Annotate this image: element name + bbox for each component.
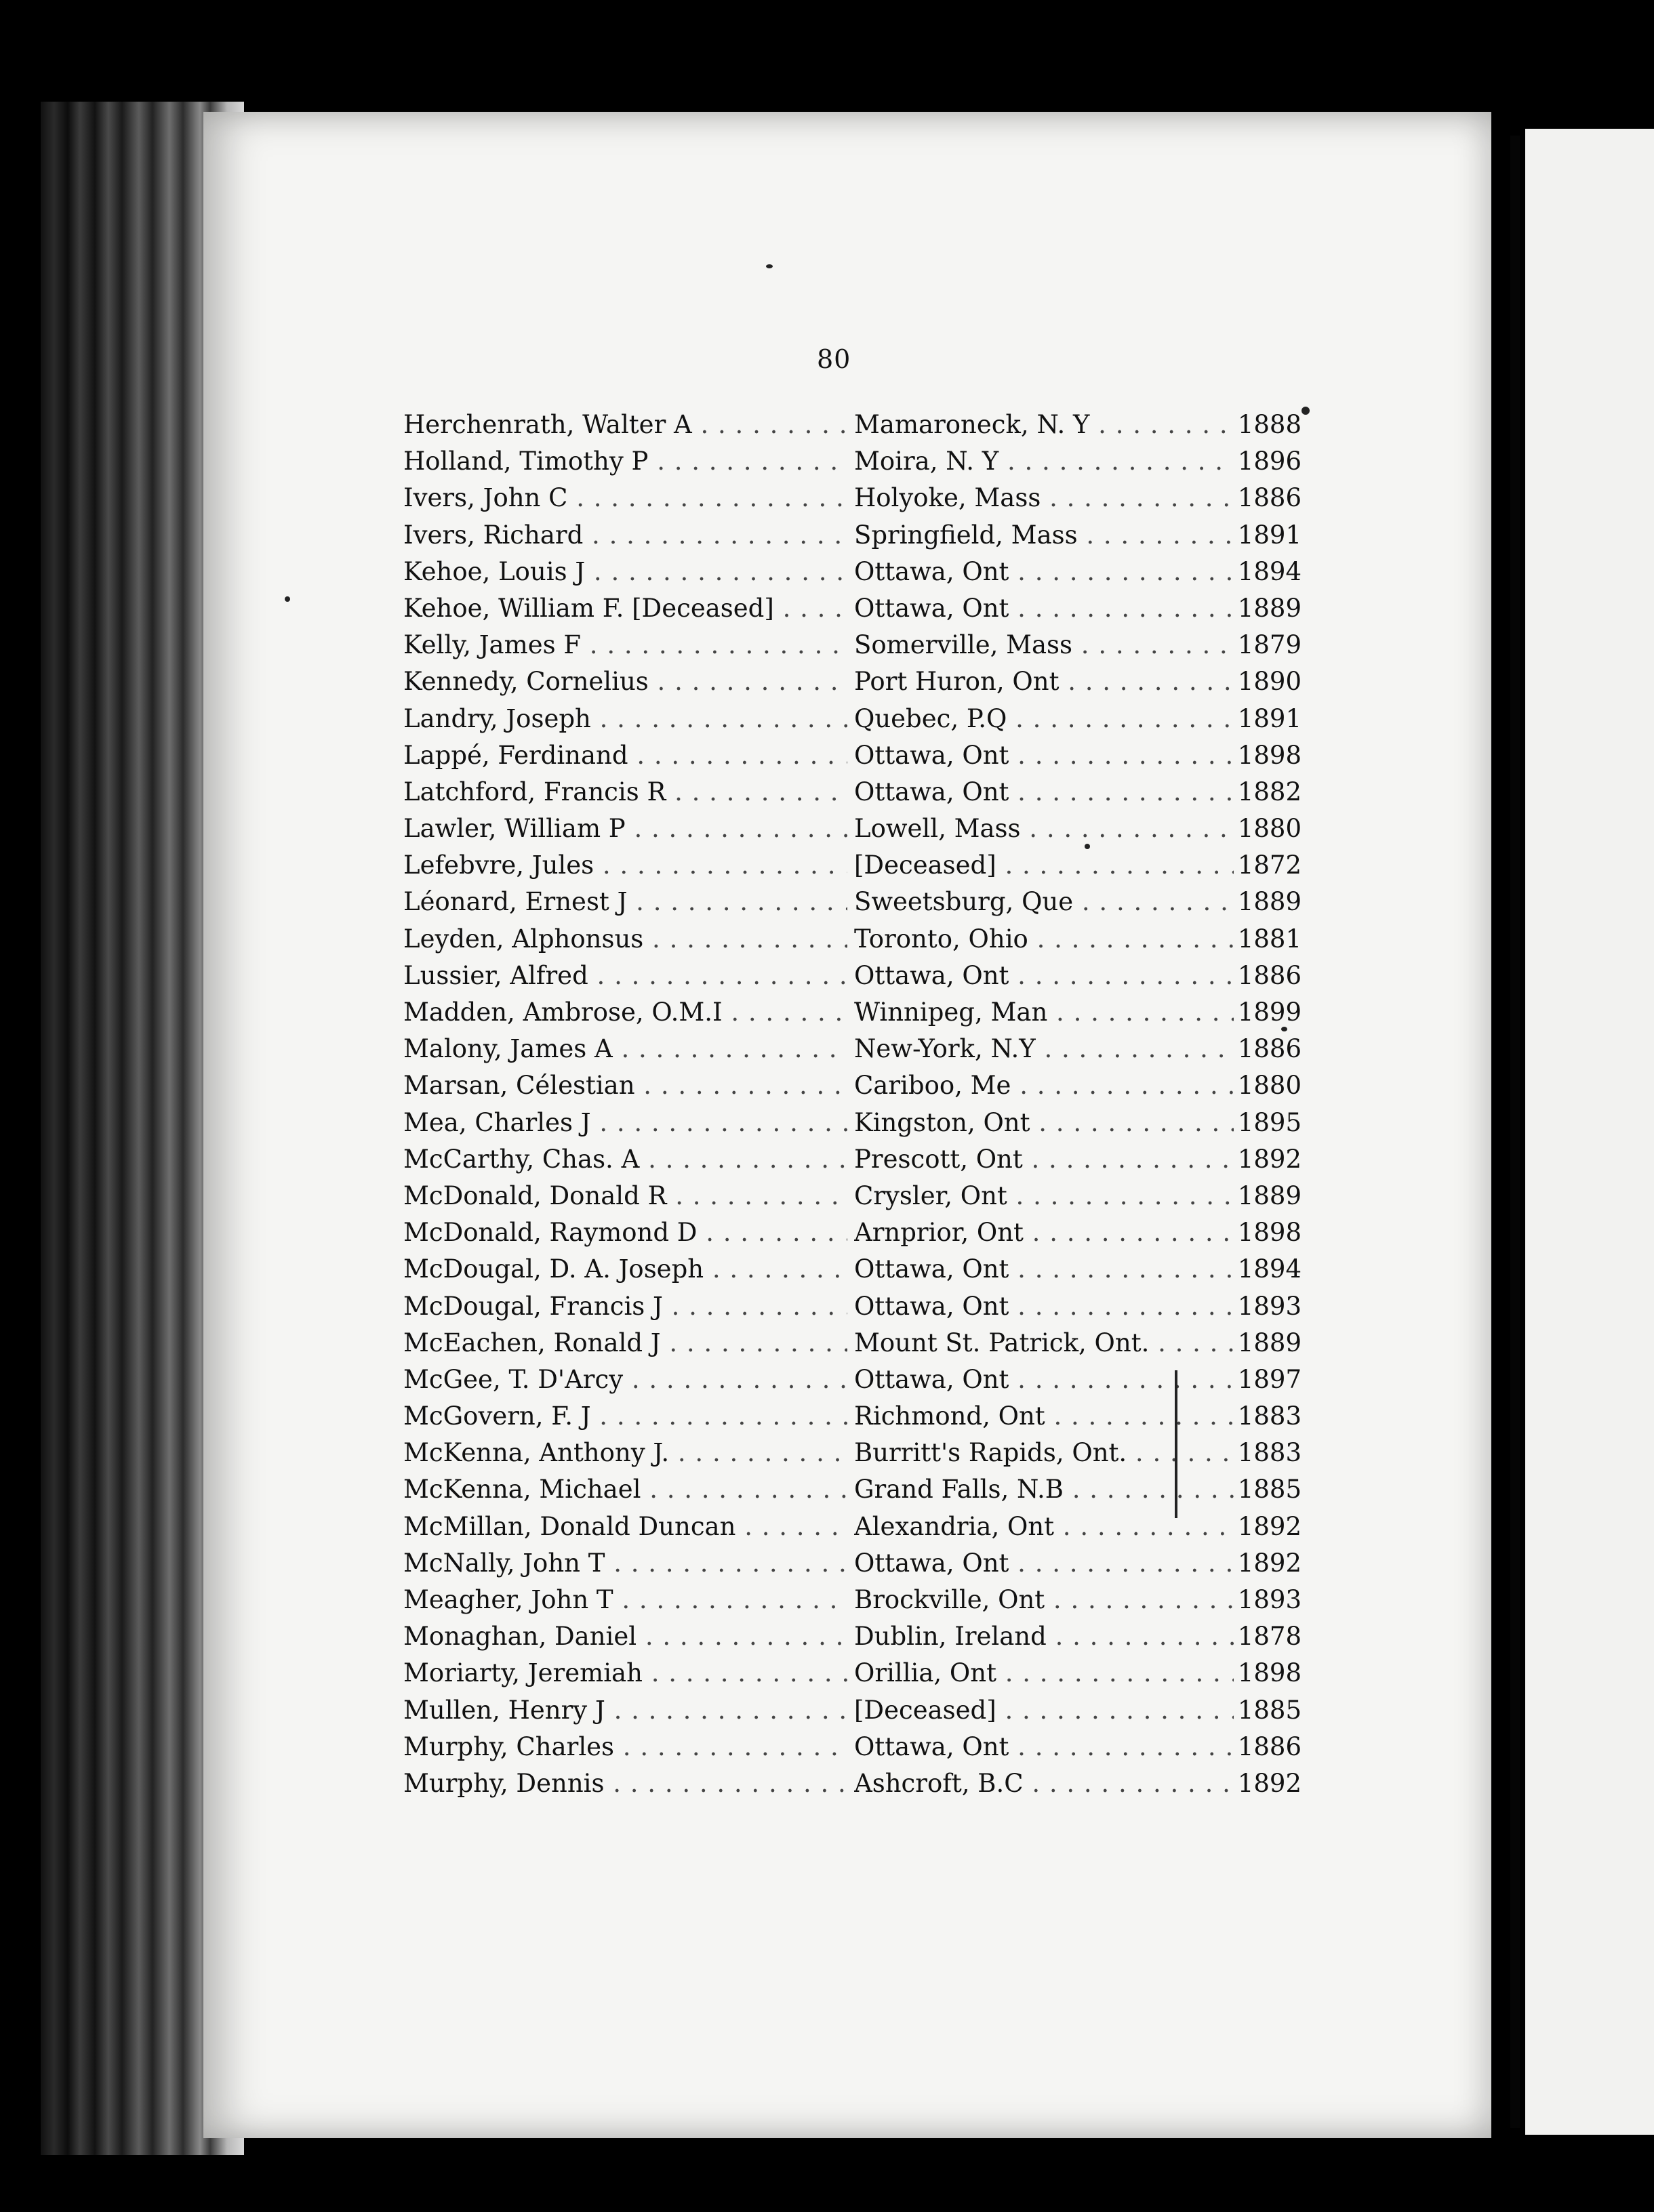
entry-year: 1872 [1237,851,1302,880]
register-row [403,480,1305,516]
entry-year: 1891 [1237,520,1302,550]
entry-year: 1883 [1237,1401,1302,1431]
entry-name: McGee, T. D'Arcy . . . [403,1361,847,1398]
page-gutter [1510,136,1520,2128]
entry-name: McKenna, Anthony J. . . . [403,1435,847,1471]
entry-place: Holyoke, Mass . . . [854,480,1234,516]
entry-year: 1880 [1237,1071,1302,1101]
entry-name: Landry, Joseph . . . [403,701,847,737]
ink-speck [1085,844,1090,849]
register-row [403,737,1305,774]
entry-place: Ottawa, Ont . . . [854,737,1234,774]
entry-year: 1878 [1237,1622,1302,1652]
entry-year: 1880 [1237,814,1302,844]
alumni-register [403,407,1305,1802]
entry-name: McDonald, Donald R . . . [403,1178,847,1214]
register-row [403,663,1305,700]
register-row [403,701,1305,737]
entry-year: 1890 [1237,667,1302,697]
register-row [403,1729,1305,1765]
ink-speck [1281,1027,1287,1031]
entry-name: McDougal, D. A. Joseph . . . [403,1251,847,1288]
entry-name: McDonald, Raymond D . . . [403,1214,847,1251]
register-row [403,1288,1305,1325]
ink-speck [766,264,773,268]
entry-name: McNally, John T . . . [403,1545,847,1582]
register-row [403,1105,1305,1141]
register-row [403,1214,1305,1251]
entry-year: 1886 [1237,1732,1302,1761]
entry-year: 1882 [1237,777,1302,806]
entry-year: 1895 [1237,1107,1302,1137]
register-row [403,1545,1305,1582]
entry-year: 1898 [1237,740,1302,770]
register-row [403,958,1305,994]
register-row [403,1251,1305,1288]
page-number: 80 [817,344,851,374]
register-row [403,1692,1305,1729]
entry-name: Lussier, Alfred . . . [403,958,847,994]
entry-year: 1889 [1237,1328,1302,1357]
entry-place: Ottawa, Ont . . . [854,1361,1234,1398]
entry-name: Mea, Charles J . . . [403,1105,847,1141]
register-row [403,847,1305,884]
entry-year: 1889 [1237,887,1302,917]
register-row [403,1325,1305,1361]
ink-speck [1302,407,1310,415]
register-row [403,1618,1305,1655]
register-row [403,1141,1305,1178]
entry-year: 1898 [1237,1218,1302,1248]
register-row [403,1582,1305,1618]
entry-place: Alexandria, Ont . . . [854,1509,1234,1545]
register-row [403,774,1305,811]
entry-place: Ottawa, Ont . . . [854,590,1234,627]
entry-place: Dublin, Ireland . . . [854,1618,1234,1655]
entry-name: Murphy, Charles . . . [403,1729,847,1765]
register-row [403,554,1305,590]
entry-name: McDougal, Francis J . . . [403,1288,847,1325]
register-row [403,443,1305,480]
entry-year: 1894 [1237,1254,1302,1284]
entry-place: Moira, N. Y . . . [854,443,1234,480]
entry-name: McKenna, Michael . . . [403,1471,847,1508]
entry-name: Latchford, Francis R . . . [403,774,847,811]
adjacent-page [1525,129,1654,2135]
register-row [403,590,1305,627]
entry-place: [Deceased] . . . [854,1692,1234,1729]
entry-name: Meagher, John T . . . [403,1582,847,1618]
entry-name: McEachen, Ronald J . . . [403,1325,847,1361]
entry-place: New-York, N.Y . . . [854,1031,1234,1067]
register-row [403,811,1305,847]
entry-name: Ivers, John C . . . [403,480,847,516]
entry-place: Prescott, Ont . . . [854,1141,1234,1178]
entry-place: Ottawa, Ont . . . [854,1251,1234,1288]
register-row [403,1178,1305,1214]
entry-year: 1885 [1237,1695,1302,1725]
entry-year: 1888 [1237,410,1302,439]
entry-year: 1891 [1237,703,1302,733]
entry-year: 1892 [1237,1144,1302,1174]
entry-place: Ottawa, Ont . . . [854,774,1234,811]
entry-place: Port Huron, Ont . . . [854,663,1234,700]
entry-name: Kehoe, Louis J . . . [403,554,847,590]
entry-place: Ottawa, Ont . . . [854,1545,1234,1582]
register-row [403,407,1305,443]
entry-place: Sweetsburg, Que . . . [854,884,1234,920]
entry-year: 1889 [1237,593,1302,623]
bracket-mark [1175,1370,1177,1518]
register-row [403,884,1305,920]
entry-place: Somerville, Mass . . . [854,627,1234,663]
entry-name: Kennedy, Cornelius . . . [403,663,847,700]
ink-speck [285,596,290,602]
entry-place: [Deceased] . . . [854,847,1234,884]
register-row [403,1765,1305,1802]
entry-name: Mullen, Henry J . . . [403,1692,847,1729]
entry-name: Madden, Ambrose, O.M.I . . . [403,994,847,1031]
entry-year: 1896 [1237,447,1302,476]
entry-year: 1892 [1237,1548,1302,1578]
entry-place: Ashcroft, B.C . . . [854,1765,1234,1802]
register-row [403,1398,1305,1435]
register-row [403,627,1305,663]
entry-year: 1898 [1237,1658,1302,1688]
entry-place: Ottawa, Ont . . . [854,958,1234,994]
entry-year: 1886 [1237,483,1302,513]
register-row [403,1471,1305,1508]
entry-place: Orillia, Ont . . . [854,1655,1234,1692]
entry-place: Ottawa, Ont . . . [854,1729,1234,1765]
entry-name: McCarthy, Chas. A . . . [403,1141,847,1178]
register-row [403,1435,1305,1471]
entry-place: Crysler, Ont . . . [854,1178,1234,1214]
entry-year: 1892 [1237,1511,1302,1541]
entry-place: Kingston, Ont . . . [854,1105,1234,1141]
entry-name: Lefebvre, Jules . . . [403,847,847,884]
entry-place: Quebec, P.Q . . . [854,701,1234,737]
entry-place: Ottawa, Ont . . . [854,554,1234,590]
entry-place: Cariboo, Me . . . [854,1067,1234,1104]
entry-name: Marsan, Célestian . . . [403,1067,847,1104]
register-row [403,1655,1305,1692]
entry-name: McGovern, F. J . . . [403,1398,847,1435]
register-row [403,1031,1305,1067]
entry-name: Ivers, Richard . . . [403,517,847,554]
entry-year: 1889 [1237,1181,1302,1210]
entry-name: Malony, James A . . . [403,1031,847,1067]
entry-year: 1892 [1237,1768,1302,1798]
entry-place: Toronto, Ohio . . . [854,921,1234,958]
register-row [403,994,1305,1031]
entry-place: Mount St. Patrick, Ont. . . . [854,1325,1234,1361]
entry-year: 1879 [1237,630,1302,660]
register-row [403,517,1305,554]
register-row [403,1509,1305,1545]
entry-name: Leyden, Alphonsus . . . [403,921,847,958]
register-row [403,921,1305,958]
entry-name: McMillan, Donald Duncan . . . [403,1509,847,1545]
entry-place: Grand Falls, N.B . . . [854,1471,1234,1508]
entry-place: Springfield, Mass . . . [854,517,1234,554]
entry-year: 1897 [1237,1364,1302,1394]
entry-name: Monaghan, Daniel . . . [403,1618,847,1655]
entry-place: Lowell, Mass . . . [854,811,1234,847]
entry-name: Kehoe, William F. [Deceased] . . . [403,590,847,627]
entry-year: 1894 [1237,556,1302,586]
entry-year: 1886 [1237,960,1302,990]
entry-name: Holland, Timothy P . . . [403,443,847,480]
entry-place: Brockville, Ont . . . [854,1582,1234,1618]
entry-name: Moriarty, Jeremiah . . . [403,1655,847,1692]
entry-place: Arnprior, Ont . . . [854,1214,1234,1251]
register-row [403,1361,1305,1398]
entry-name: Herchenrath, Walter A . . . [403,407,847,443]
entry-year: 1899 [1237,998,1302,1027]
entry-place: Richmond, Ont . . . [854,1398,1234,1435]
entry-year: 1893 [1237,1585,1302,1614]
entry-year: 1886 [1237,1034,1302,1064]
entry-year: 1881 [1237,924,1302,954]
entry-name: Lappé, Ferdinand . . . [403,737,847,774]
register-row [403,1067,1305,1104]
entry-name: Murphy, Dennis . . . [403,1765,847,1802]
entry-name: Léonard, Ernest J . . . [403,884,847,920]
entry-place: Winnipeg, Man . . . [854,994,1234,1031]
entry-year: 1883 [1237,1438,1302,1468]
entry-place: Mamaroneck, N. Y . . . [854,407,1234,443]
entry-year: 1885 [1237,1475,1302,1504]
entry-name: Kelly, James F . . . [403,627,847,663]
entry-name: Lawler, William P . . . [403,811,847,847]
entry-place: Ottawa, Ont . . . [854,1288,1234,1325]
entry-year: 1893 [1237,1291,1302,1321]
entry-place: Burritt's Rapids, Ont. . . . [854,1435,1234,1471]
